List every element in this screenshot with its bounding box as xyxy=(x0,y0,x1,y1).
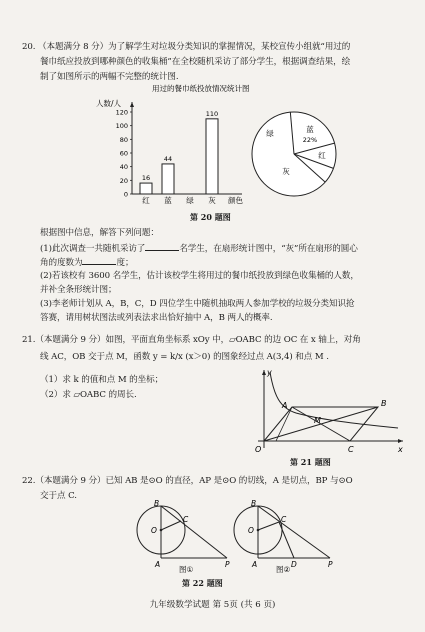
center-dot-fig1 xyxy=(160,529,163,532)
y-tick-label: 80 xyxy=(119,135,128,144)
q22-line2: 交于点 C. xyxy=(40,491,77,501)
x-tick-label: 蓝 xyxy=(164,196,172,205)
x-tick-label: 绿 xyxy=(186,196,194,205)
fig2-label-a: A xyxy=(252,560,258,569)
label-o: O xyxy=(255,445,262,454)
bar-chart xyxy=(92,82,262,222)
q20-sub2-line2: 并补全条形统计图； xyxy=(40,285,117,295)
q20-sub2-line1: (2)若该校有 3600 名学生，估计该校学生将用过的餐巾纸投放到绿色收集桶的人数， xyxy=(40,271,359,281)
y-tick-label: 60 xyxy=(119,149,128,158)
x-tick-label: 红 xyxy=(142,196,150,205)
q20-line3: 制了如图所示的两幅不完整的统计图. xyxy=(40,72,179,82)
q20-sub1-part-d: 度； xyxy=(116,258,134,268)
label-x: x xyxy=(398,445,403,454)
x-axis-label: 颜色 xyxy=(228,196,243,205)
fig2-label-p: P xyxy=(328,560,333,569)
y-axis-label: 人数/人 xyxy=(96,99,122,108)
chart-title: 用过的餐巾纸投放情况统计图 xyxy=(152,84,250,93)
q22-line1: 22.（本题满分 9 分）已知 AB 是⊙O 的直径，AP 是⊙O 的切线，A 是切点，BP 与⊙O xyxy=(22,476,353,486)
segment-oc-fig1 xyxy=(161,521,181,530)
label-c: C xyxy=(348,445,354,454)
fig1-label-p: P xyxy=(225,560,230,569)
q21-sub1: （1）求 k 的值和点 M 的坐标； xyxy=(40,375,164,385)
fig2-label-b: B xyxy=(251,500,257,508)
line-bp-fig1 xyxy=(161,506,227,558)
y-axis-arrow xyxy=(130,102,134,107)
fig2-label-c: C xyxy=(281,515,287,524)
answer-blank-2[interactable] xyxy=(82,257,116,265)
q20-sub3-line1: (3)李老师计划从 A，B，C，D 四位学生中随机抽取两人参加学校的垃圾分类知识抢 xyxy=(40,299,355,309)
line-bp-fig2 xyxy=(258,506,330,558)
q22-figure-caption: 第 22 题图 xyxy=(182,578,223,588)
page-footer: 九年级数学试题 第 5页 (共 6 页) xyxy=(149,600,276,610)
data-label: 16 xyxy=(141,174,151,183)
q22-figure-1 xyxy=(135,500,245,575)
q20-sub1-part-b: 名学生，在扇形统计图中，“灰”所在扇形的圆心 xyxy=(179,244,358,254)
data-label: 110 xyxy=(205,109,219,118)
y-tick-label: 0 xyxy=(123,190,128,199)
q20-prompt: 根据图中信息，解答下列问题： xyxy=(40,228,159,238)
label-a: A xyxy=(282,401,288,410)
q21-figure xyxy=(248,366,408,456)
y-tick-label: 100 xyxy=(115,122,128,131)
q20-sub1-line2 xyxy=(40,257,133,269)
q21-line2: 线 AC，OB 交于点 M，函数 y = k/x (x＞0) 的图象经过点 A(3,4) 和点 M . xyxy=(40,352,329,362)
hyperbola-curve xyxy=(270,372,398,428)
y-tick-label: 20 xyxy=(119,176,128,185)
q22-figure-2 xyxy=(232,500,342,575)
pie-label: 红 xyxy=(318,151,326,160)
fig2-label-o: O xyxy=(248,526,254,535)
q21-figure-caption: 第 21 题图 xyxy=(290,457,331,467)
label-b: B xyxy=(381,399,387,408)
data-label: 44 xyxy=(163,154,173,163)
fig1-label-o: O xyxy=(151,526,157,535)
q20-line2: 餐巾纸应投放到哪种颜色的收集桶”在全校随机采访了部分学生，根据调查结果，绘 xyxy=(40,57,351,67)
center-dot-fig2 xyxy=(257,529,260,532)
pie-label: 蓝 xyxy=(306,125,314,134)
q20-line1: 20. （本题满分 8 分）为了解学生对垃圾分类知识的掌握情况，某校宣传小组就“用过的 xyxy=(22,42,351,52)
fig1-label-c: C xyxy=(183,515,189,524)
q20-sub3-line2: 答赛，请用树状图法或列表法求出恰好抽中 A，B 两人的概率. xyxy=(40,313,273,323)
fig1-caption: 图① xyxy=(179,565,194,574)
answer-blank-1[interactable] xyxy=(145,243,179,251)
fig1-label-b: B xyxy=(154,500,160,508)
pie-chart xyxy=(248,108,340,200)
pie-percent-label: 22% xyxy=(302,136,318,144)
pie-label: 绿 xyxy=(266,129,274,138)
label-m: M xyxy=(314,416,321,425)
q20-sub1-line1 xyxy=(40,243,358,255)
q20-sub1-part-c: 角的度数为 xyxy=(40,258,83,268)
y-tick-label: 120 xyxy=(115,108,128,117)
bar xyxy=(206,119,218,194)
segment-cd-fig2 xyxy=(279,522,294,558)
q21-line1: 21.（本题满分 9 分）如图，平面直角坐标系 xOy 中，▱OABC 的边 OC 在 x 轴上，对角 xyxy=(22,335,361,345)
fig1-label-a: A xyxy=(155,560,161,569)
q20-figure-caption: 第 20 题图 xyxy=(190,212,231,222)
x-axis-arrow xyxy=(398,439,403,443)
bar xyxy=(140,183,152,194)
y-axis-arrow xyxy=(262,370,266,375)
fig2-label-d: D xyxy=(291,560,297,569)
x-tick-label: 灰 xyxy=(208,196,216,205)
label-y: y xyxy=(267,368,272,377)
y-tick-label: 40 xyxy=(119,163,128,172)
pie-label: 灰 xyxy=(282,167,290,176)
fig2-caption: 图② xyxy=(276,565,291,574)
bar xyxy=(162,164,174,194)
q20-sub1-part-a: (1)此次调查一共随机采访了 xyxy=(40,244,146,254)
q21-sub2: （2）求 ▱OABC 的周长. xyxy=(40,390,137,400)
segment-oc-fig2 xyxy=(258,522,279,530)
